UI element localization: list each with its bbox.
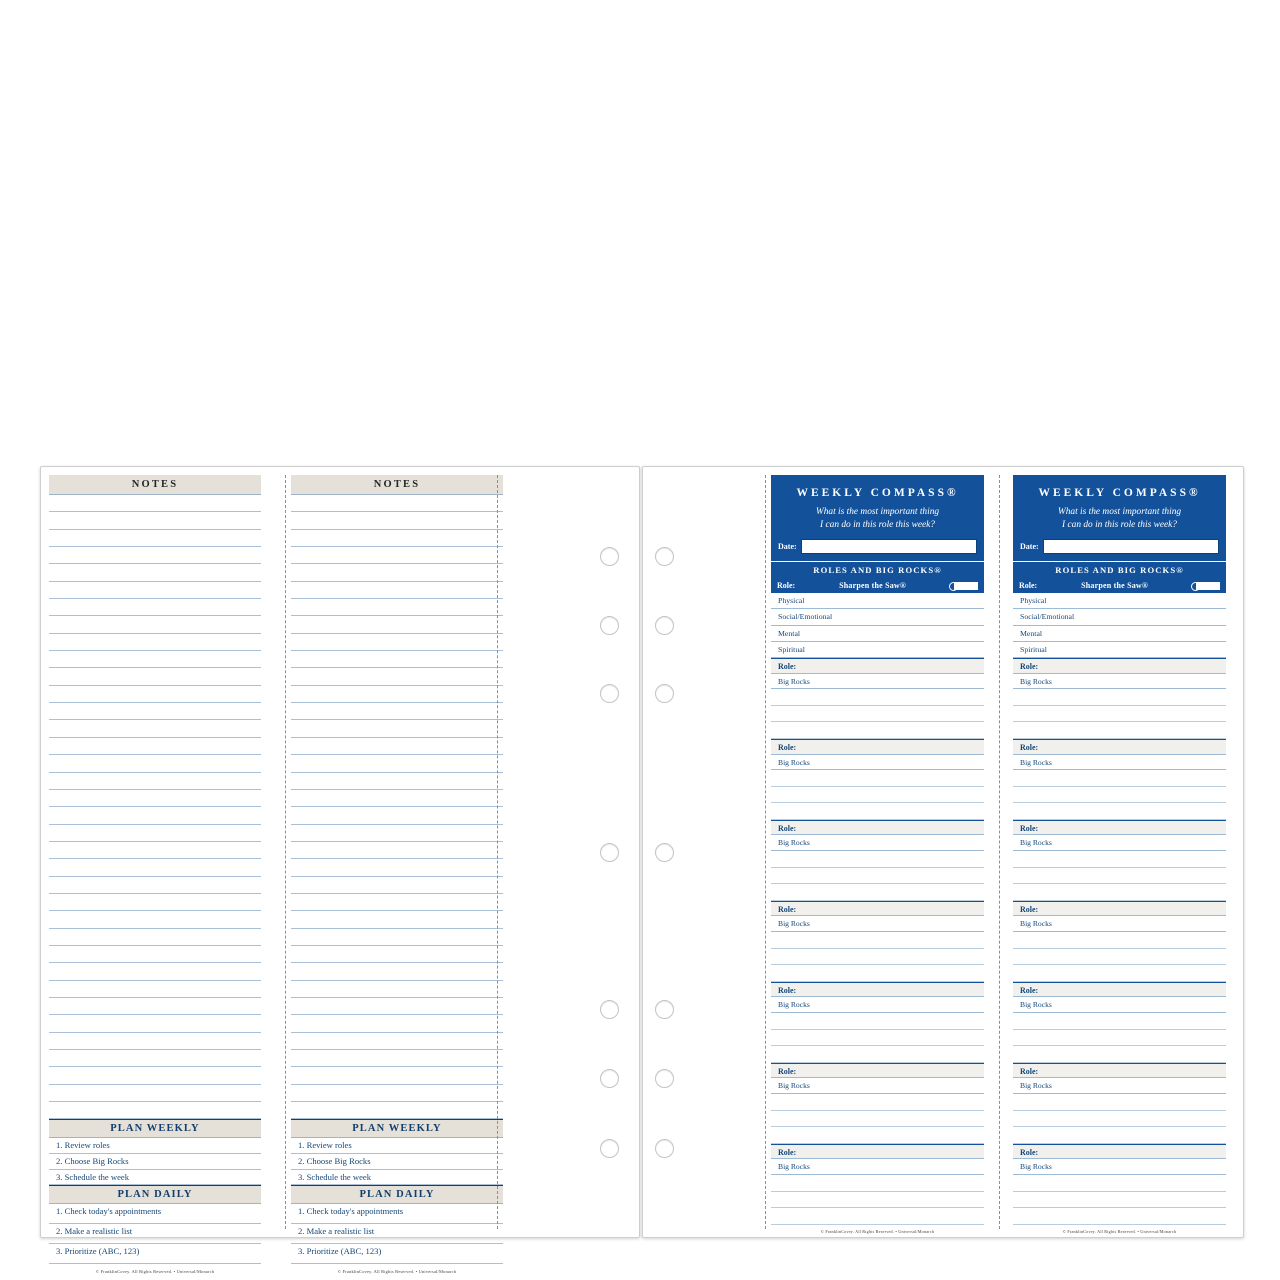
weekly-compass-title: WEEKLY COMPASS® bbox=[1038, 487, 1201, 499]
big-rocks-entry-line[interactable] bbox=[771, 932, 984, 949]
big-rocks-entry-line[interactable] bbox=[1013, 1094, 1226, 1111]
big-rocks-entry-line[interactable] bbox=[771, 884, 984, 901]
notes-line[interactable] bbox=[49, 790, 261, 807]
sharpen-dimension-row[interactable]: Social/Emotional bbox=[771, 609, 984, 625]
notes-line[interactable] bbox=[49, 634, 261, 651]
date-label: Date: bbox=[1020, 542, 1039, 552]
notes-line[interactable] bbox=[49, 894, 261, 911]
copyright-notice: © FranklinCovey. All Rights Reserved. • Universal/Monarch bbox=[95, 1269, 215, 1275]
big-rocks-label-row[interactable]: Big Rocks bbox=[771, 997, 984, 1013]
big-rocks-entry-line[interactable] bbox=[1013, 1175, 1226, 1192]
notes-line[interactable] bbox=[49, 1015, 261, 1032]
big-rocks-entry-line[interactable] bbox=[771, 965, 984, 982]
role-label-row[interactable]: Role: bbox=[1013, 739, 1226, 755]
saw-icon bbox=[954, 582, 978, 590]
question-line-1: What is the most important thing bbox=[1057, 507, 1182, 517]
weekly-compass-question bbox=[1013, 501, 1226, 539]
role-label-row[interactable]: Role: bbox=[1013, 901, 1226, 917]
plan-weekly-item: 2. Choose Big Rocks bbox=[291, 1154, 503, 1170]
weekly-compass-question bbox=[771, 501, 984, 539]
notes-line[interactable] bbox=[291, 877, 503, 894]
notes-line[interactable] bbox=[291, 1067, 503, 1084]
big-rocks-entry-line[interactable] bbox=[771, 689, 984, 706]
weekly-compass-banner bbox=[771, 475, 984, 561]
role-label-row[interactable]: Role: bbox=[1013, 820, 1226, 836]
big-rocks-label-row[interactable]: Big Rocks bbox=[771, 755, 984, 771]
plan-daily-item: 1. Check today's appointments bbox=[49, 1204, 261, 1224]
notes-line[interactable] bbox=[49, 668, 261, 685]
plan-weekly-item: 3. Schedule the week bbox=[291, 1170, 503, 1186]
punch-hole bbox=[600, 843, 619, 862]
column-divider bbox=[497, 475, 498, 1229]
big-rocks-entry-line[interactable] bbox=[1013, 1208, 1226, 1225]
notes-line[interactable] bbox=[291, 599, 503, 616]
big-rocks-entry-line[interactable] bbox=[771, 803, 984, 820]
sharpen-dimension-row[interactable]: Mental bbox=[1013, 626, 1226, 642]
notes-line[interactable] bbox=[49, 738, 261, 755]
sharpen-the-saw-row bbox=[771, 578, 984, 593]
question-line-2: I can do in this role this week? bbox=[1062, 519, 1177, 530]
notes-line[interactable] bbox=[49, 877, 261, 894]
notes-line[interactable] bbox=[49, 842, 261, 859]
column-divider bbox=[765, 475, 766, 1229]
plan-daily-item: 2. Make a realistic list bbox=[49, 1224, 261, 1244]
punch-hole bbox=[600, 616, 619, 635]
big-rocks-entry-line[interactable] bbox=[771, 1175, 984, 1192]
notes-line[interactable] bbox=[291, 790, 503, 807]
big-rocks-entry-line[interactable] bbox=[1013, 689, 1226, 706]
notes-line[interactable] bbox=[49, 1067, 261, 1084]
notes-line[interactable] bbox=[291, 668, 503, 685]
notes-line[interactable] bbox=[49, 963, 261, 980]
left-planner-page bbox=[40, 466, 640, 1275]
role-label-row[interactable]: Role: bbox=[1013, 1063, 1226, 1079]
date-row bbox=[1013, 539, 1226, 561]
big-rocks-entry-line[interactable] bbox=[771, 1111, 984, 1128]
notes-line[interactable] bbox=[291, 1033, 503, 1050]
question-line-2: I can do in this role this week? bbox=[820, 519, 935, 530]
notes-header: NOTES bbox=[291, 475, 503, 495]
notes-line[interactable] bbox=[49, 599, 261, 616]
big-rocks-entry-line[interactable] bbox=[771, 787, 984, 804]
role-label-row[interactable]: Role: bbox=[771, 1144, 984, 1160]
notes-line[interactable] bbox=[49, 582, 261, 599]
role-label-row[interactable]: Role: bbox=[771, 820, 984, 836]
big-rocks-entry-line[interactable] bbox=[1013, 787, 1226, 804]
plan-daily-header: PLAN DAILY bbox=[291, 1185, 503, 1204]
notes-line[interactable] bbox=[49, 530, 261, 547]
weekly-compass-title: WEEKLY COMPASS® bbox=[796, 487, 959, 499]
big-rocks-entry-line[interactable] bbox=[1013, 932, 1226, 949]
plan-weekly-item: 2. Choose Big Rocks bbox=[49, 1154, 261, 1170]
column-divider bbox=[285, 475, 286, 1229]
notes-line[interactable] bbox=[291, 842, 503, 859]
big-rocks-label-row[interactable]: Big Rocks bbox=[771, 916, 984, 932]
notes-line[interactable] bbox=[291, 686, 503, 703]
notes-line[interactable] bbox=[291, 859, 503, 876]
role-label-row[interactable]: Role: bbox=[771, 1063, 984, 1079]
notes-line[interactable] bbox=[49, 1050, 261, 1067]
big-rocks-entry-line[interactable] bbox=[771, 1013, 984, 1030]
notes-line[interactable] bbox=[291, 547, 503, 564]
sharpen-dimension-row[interactable]: Social/Emotional bbox=[1013, 609, 1226, 625]
column-divider bbox=[999, 475, 1000, 1229]
role-label-row[interactable]: Role: bbox=[1013, 982, 1226, 998]
big-rocks-entry-line[interactable] bbox=[1013, 1030, 1226, 1047]
date-row bbox=[771, 539, 984, 561]
big-rocks-label-row[interactable]: Big Rocks bbox=[1013, 997, 1226, 1013]
saw-icon bbox=[1196, 582, 1220, 590]
sharpen-dimension-row[interactable]: Physical bbox=[771, 593, 984, 609]
big-rocks-label-row[interactable]: Big Rocks bbox=[771, 1078, 984, 1094]
punch-hole bbox=[600, 684, 619, 703]
big-rocks-entry-line[interactable] bbox=[771, 868, 984, 885]
punch-hole bbox=[600, 1139, 619, 1158]
weekly-compass-column-1 bbox=[771, 475, 984, 1234]
notes-line[interactable] bbox=[291, 773, 503, 790]
big-rocks-entry-line[interactable] bbox=[1013, 949, 1226, 966]
copyright-notice: © FranklinCovey. All Rights Reserved. • Universal/Monarch bbox=[820, 1228, 935, 1234]
notes-line[interactable] bbox=[49, 512, 261, 529]
notes-line[interactable] bbox=[291, 720, 503, 737]
notes-line[interactable] bbox=[49, 547, 261, 564]
notes-line[interactable] bbox=[291, 1015, 503, 1032]
notes-line[interactable] bbox=[49, 998, 261, 1015]
big-rocks-entry-line[interactable] bbox=[771, 851, 984, 868]
big-rocks-entry-line[interactable] bbox=[1013, 1127, 1226, 1144]
notes-line[interactable] bbox=[49, 859, 261, 876]
sharpen-dimension-row[interactable]: Physical bbox=[1013, 593, 1226, 609]
notes-line[interactable] bbox=[49, 1085, 261, 1102]
notes-line[interactable] bbox=[291, 911, 503, 928]
notes-line[interactable] bbox=[291, 1085, 503, 1102]
plan-weekly-header: PLAN WEEKLY bbox=[49, 1119, 261, 1138]
punch-hole bbox=[600, 547, 619, 566]
big-rocks-entry-line[interactable] bbox=[1013, 803, 1226, 820]
plan-weekly-item: 3. Schedule the week bbox=[49, 1170, 261, 1186]
sharpen-role-name: Sharpen the Saw® bbox=[839, 581, 907, 591]
date-input[interactable] bbox=[1043, 539, 1219, 554]
big-rocks-entry-line[interactable] bbox=[1013, 1046, 1226, 1063]
punch-hole bbox=[655, 1139, 674, 1158]
notes-line[interactable] bbox=[49, 720, 261, 737]
big-rocks-label-row[interactable]: Big Rocks bbox=[1013, 755, 1226, 771]
notes-line[interactable] bbox=[291, 998, 503, 1015]
question-line-1: What is the most important thing bbox=[815, 507, 940, 517]
plan-daily-item: 1. Check today's appointments bbox=[291, 1204, 503, 1224]
notes-line[interactable] bbox=[291, 894, 503, 911]
notes-line[interactable] bbox=[291, 651, 503, 668]
sharpen-role-label: Role: bbox=[1019, 581, 1038, 591]
plan-weekly-header: PLAN WEEKLY bbox=[291, 1119, 503, 1138]
notes-line[interactable] bbox=[49, 825, 261, 842]
sharpen-role-name: Sharpen the Saw® bbox=[1081, 581, 1149, 591]
weekly-compass-column-2 bbox=[1013, 475, 1226, 1234]
big-rocks-entry-line[interactable] bbox=[1013, 770, 1226, 787]
plan-daily-item: 2. Make a realistic list bbox=[291, 1224, 503, 1244]
punch-hole bbox=[600, 1000, 619, 1019]
punch-hole bbox=[655, 616, 674, 635]
sharpen-the-saw-row bbox=[1013, 578, 1226, 593]
big-rocks-entry-line[interactable] bbox=[1013, 1013, 1226, 1030]
notes-line[interactable] bbox=[49, 495, 261, 512]
big-rocks-label-row[interactable]: Big Rocks bbox=[771, 674, 984, 690]
big-rocks-label-row[interactable]: Big Rocks bbox=[771, 1159, 984, 1175]
sharpen-dimension-row[interactable]: Spiritual bbox=[771, 642, 984, 658]
notes-line[interactable] bbox=[291, 738, 503, 755]
copyright-notice: © FranklinCovey. All Rights Reserved. • Universal/Monarch bbox=[1062, 1228, 1177, 1234]
notes-line[interactable] bbox=[291, 807, 503, 824]
notes-line[interactable] bbox=[49, 651, 261, 668]
big-rocks-entry-line[interactable] bbox=[771, 1127, 984, 1144]
big-rocks-entry-line[interactable] bbox=[1013, 965, 1226, 982]
notes-line[interactable] bbox=[49, 755, 261, 772]
role-label-row[interactable]: Role: bbox=[771, 901, 984, 917]
punch-hole bbox=[655, 1000, 674, 1019]
punch-hole bbox=[600, 1069, 619, 1088]
big-rocks-label-row[interactable]: Big Rocks bbox=[1013, 835, 1226, 851]
sharpen-role-label: Role: bbox=[777, 581, 796, 591]
right-planner-page bbox=[642, 466, 1244, 1238]
notes-column-1 bbox=[49, 475, 261, 1274]
big-rocks-entry-line[interactable] bbox=[1013, 1111, 1226, 1128]
big-rocks-entry-line[interactable] bbox=[771, 1046, 984, 1063]
big-rocks-entry-line[interactable] bbox=[771, 722, 984, 739]
punch-hole bbox=[655, 1069, 674, 1088]
notes-line[interactable] bbox=[291, 1050, 503, 1067]
notes-line[interactable] bbox=[49, 929, 261, 946]
notes-line[interactable] bbox=[291, 981, 503, 998]
notes-line[interactable] bbox=[49, 1033, 261, 1050]
punch-hole bbox=[655, 843, 674, 862]
weekly-compass-banner bbox=[1013, 475, 1226, 561]
notes-line[interactable] bbox=[49, 911, 261, 928]
sharpen-dimension-row[interactable]: Mental bbox=[771, 626, 984, 642]
notes-line[interactable] bbox=[291, 929, 503, 946]
big-rocks-entry-line[interactable] bbox=[771, 949, 984, 966]
role-label-row[interactable]: Role: bbox=[771, 982, 984, 998]
plan-daily-item: 3. Prioritize (ABC, 123) bbox=[49, 1244, 261, 1264]
notes-line[interactable] bbox=[291, 946, 503, 963]
notes-line[interactable] bbox=[291, 564, 503, 581]
notes-column-2 bbox=[291, 475, 503, 1274]
notes-line[interactable] bbox=[291, 703, 503, 720]
big-rocks-label-row[interactable]: Big Rocks bbox=[771, 835, 984, 851]
date-label: Date: bbox=[778, 542, 797, 552]
notes-line[interactable] bbox=[291, 755, 503, 772]
notes-line[interactable] bbox=[291, 963, 503, 980]
roles-and-big-rocks-header: ROLES AND BIG ROCKS® bbox=[1013, 561, 1226, 578]
big-rocks-entry-line[interactable] bbox=[771, 1192, 984, 1209]
plan-weekly-item: 1. Review roles bbox=[291, 1138, 503, 1154]
role-label-row[interactable]: Role: bbox=[771, 658, 984, 674]
role-label-row[interactable]: Role: bbox=[1013, 1144, 1226, 1160]
notes-line[interactable] bbox=[49, 686, 261, 703]
punch-hole bbox=[655, 547, 674, 566]
roles-and-big-rocks-header: ROLES AND BIG ROCKS® bbox=[771, 561, 984, 578]
big-rocks-label-row[interactable]: Big Rocks bbox=[1013, 916, 1226, 932]
notes-header: NOTES bbox=[49, 475, 261, 495]
big-rocks-entry-line[interactable] bbox=[1013, 722, 1226, 739]
big-rocks-entry-line[interactable] bbox=[771, 1094, 984, 1111]
notes-line[interactable] bbox=[291, 634, 503, 651]
punch-hole bbox=[655, 684, 674, 703]
notes-line[interactable] bbox=[49, 616, 261, 633]
role-label-row[interactable]: Role: bbox=[771, 739, 984, 755]
big-rocks-entry-line[interactable] bbox=[1013, 868, 1226, 885]
notes-line[interactable] bbox=[49, 946, 261, 963]
big-rocks-entry-line[interactable] bbox=[1013, 851, 1226, 868]
notes-line[interactable] bbox=[49, 981, 261, 998]
notes-line[interactable] bbox=[291, 616, 503, 633]
notes-line[interactable] bbox=[49, 564, 261, 581]
role-label-row[interactable]: Role: bbox=[1013, 658, 1226, 674]
notes-line[interactable] bbox=[291, 825, 503, 842]
notes-line[interactable] bbox=[49, 1102, 261, 1119]
big-rocks-label-row[interactable]: Big Rocks bbox=[1013, 674, 1226, 690]
plan-daily-item: 3. Prioritize (ABC, 123) bbox=[291, 1244, 503, 1264]
big-rocks-entry-line[interactable] bbox=[771, 706, 984, 723]
big-rocks-entry-line[interactable] bbox=[1013, 1192, 1226, 1209]
date-input[interactable] bbox=[801, 539, 977, 554]
notes-line[interactable] bbox=[49, 773, 261, 790]
plan-weekly-item: 1. Review roles bbox=[49, 1138, 261, 1154]
big-rocks-label-row[interactable]: Big Rocks bbox=[1013, 1078, 1226, 1094]
big-rocks-entry-line[interactable] bbox=[771, 1030, 984, 1047]
notes-line[interactable] bbox=[291, 495, 503, 512]
big-rocks-entry-line[interactable] bbox=[1013, 706, 1226, 723]
sharpen-dimension-row[interactable]: Spiritual bbox=[1013, 642, 1226, 658]
notes-line[interactable] bbox=[291, 530, 503, 547]
big-rocks-entry-line[interactable] bbox=[771, 770, 984, 787]
big-rocks-entry-line[interactable] bbox=[1013, 884, 1226, 901]
copyright-notice: © FranklinCovey. All Rights Reserved. • Universal/Monarch bbox=[337, 1269, 457, 1275]
notes-line[interactable] bbox=[291, 582, 503, 599]
notes-line[interactable] bbox=[49, 703, 261, 720]
notes-line[interactable] bbox=[49, 807, 261, 824]
plan-daily-header: PLAN DAILY bbox=[49, 1185, 261, 1204]
big-rocks-entry-line[interactable] bbox=[771, 1208, 984, 1225]
notes-line[interactable] bbox=[291, 1102, 503, 1119]
notes-line[interactable] bbox=[291, 512, 503, 529]
big-rocks-label-row[interactable]: Big Rocks bbox=[1013, 1159, 1226, 1175]
